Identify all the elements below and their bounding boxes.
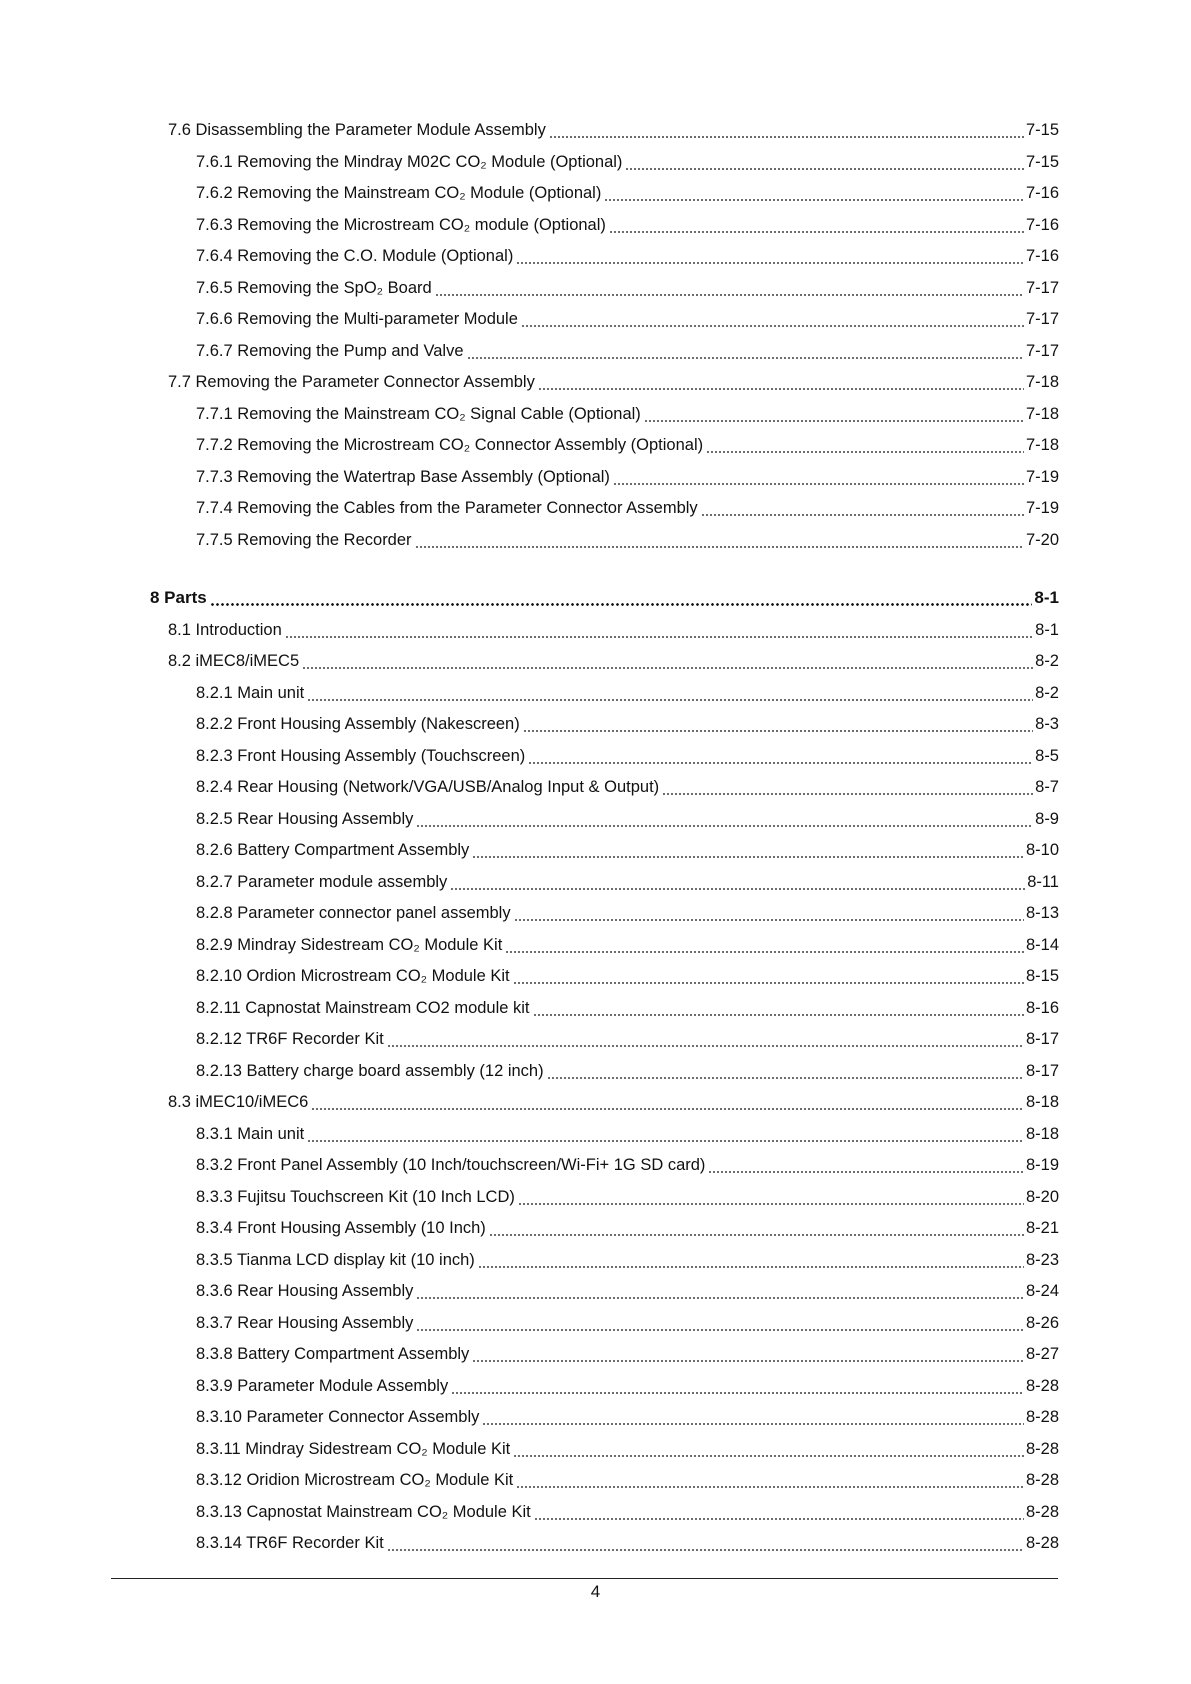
toc-entry-page: 8-1 bbox=[1034, 588, 1059, 607]
dot-leader bbox=[450, 872, 1025, 892]
toc-entry-page: 8-3 bbox=[1035, 715, 1059, 733]
toc-entry-page: 7-18 bbox=[1025, 373, 1059, 391]
toc-chapter-entry[interactable] bbox=[150, 580, 1059, 608]
toc-entry-title: 8 Parts bbox=[150, 588, 207, 607]
dot-leader bbox=[505, 935, 1024, 955]
toc-entry[interactable] bbox=[168, 643, 1059, 671]
toc-entry-page: 8-2 bbox=[1035, 652, 1059, 670]
toc-entry-page: 8-17 bbox=[1025, 1061, 1059, 1080]
toc-entry[interactable] bbox=[196, 1053, 1059, 1081]
toc-entry[interactable] bbox=[196, 1525, 1059, 1553]
toc-entry[interactable] bbox=[196, 459, 1059, 487]
toc-entry[interactable] bbox=[196, 675, 1059, 703]
toc-entry-page: 8-18 bbox=[1025, 1093, 1059, 1111]
dot-leader bbox=[701, 498, 1024, 518]
toc-entry[interactable] bbox=[196, 895, 1059, 923]
dot-leader bbox=[609, 215, 1024, 235]
toc-entry[interactable] bbox=[168, 364, 1059, 392]
toc-entry-title: 7.6.1 Removing the Mindray M02C CO₂ Module (Optional) bbox=[196, 152, 623, 171]
toc-entry[interactable] bbox=[196, 207, 1059, 235]
dot-leader bbox=[451, 1376, 1024, 1396]
dot-leader bbox=[435, 278, 1024, 298]
toc-entry-title: 8.3.2 Front Panel Assembly (10 Inch/touchscreen/Wi-Fi+ 1G SD card) bbox=[196, 1156, 706, 1174]
toc-entry-title: 8.2.2 Front Housing Assembly (Nakescreen) bbox=[196, 715, 520, 733]
dot-leader bbox=[472, 1344, 1024, 1364]
dot-leader bbox=[533, 998, 1024, 1018]
toc-entry[interactable] bbox=[196, 958, 1059, 986]
toc-entry[interactable] bbox=[196, 801, 1059, 829]
toc-entry-title: 8.2.6 Battery Compartment Assembly bbox=[196, 841, 470, 859]
toc-entry-page: 7-17 bbox=[1025, 310, 1059, 328]
dot-leader bbox=[538, 372, 1024, 392]
toc-entry-page: 8-1 bbox=[1035, 620, 1059, 639]
dot-leader bbox=[662, 777, 1033, 797]
toc-entry-page: 8-13 bbox=[1025, 904, 1059, 922]
toc-entry-page: 7-18 bbox=[1025, 436, 1059, 454]
toc-entry-title: 8.3.8 Battery Compartment Assembly bbox=[196, 1345, 470, 1363]
toc-entry-title: 8.2 iMEC8/iMEC5 bbox=[168, 652, 300, 670]
dot-leader bbox=[523, 714, 1033, 734]
dot-leader bbox=[472, 840, 1024, 860]
toc-entry-title: 7.6.3 Removing the Microstream CO₂ module (Optional) bbox=[196, 215, 606, 234]
toc-entry-title: 8.3.11 Mindray Sidestream CO₂ Module Kit bbox=[196, 1439, 511, 1458]
toc-entry-title: 8.2.10 Ordion Microstream CO₂ Module Kit bbox=[196, 967, 510, 985]
dot-leader bbox=[210, 588, 1033, 608]
toc-entry[interactable] bbox=[196, 1021, 1059, 1049]
toc-entry-page: 7-15 bbox=[1025, 121, 1059, 139]
toc-entry-title: 8.2.9 Mindray Sidestream CO₂ Module Kit bbox=[196, 935, 503, 954]
toc-entry-page: 7-19 bbox=[1025, 499, 1059, 517]
toc-entry-title: 7.6 Disassembling the Parameter Module Assembly bbox=[168, 121, 546, 139]
dot-leader bbox=[708, 1155, 1024, 1175]
toc-entry-title: 8.3.1 Main unit bbox=[196, 1124, 305, 1143]
toc-entry-page: 8-11 bbox=[1027, 872, 1059, 891]
toc-entry-title: 8.2.5 Rear Housing Assembly bbox=[196, 809, 414, 828]
dot-leader bbox=[706, 435, 1024, 455]
toc-entry-page: 7-17 bbox=[1025, 341, 1059, 360]
toc-entry-page: 7-16 bbox=[1025, 247, 1059, 265]
toc-entry-title: 7.6.5 Removing the SpO₂ Board bbox=[196, 278, 432, 297]
toc-entry[interactable] bbox=[196, 1179, 1059, 1207]
dot-leader bbox=[528, 746, 1033, 766]
toc-entry-page: 7-19 bbox=[1025, 467, 1059, 486]
dot-leader bbox=[625, 152, 1024, 172]
toc-entry-page: 8-28 bbox=[1025, 1534, 1059, 1552]
toc-entry[interactable] bbox=[196, 1494, 1059, 1522]
toc-entry-page: 8-10 bbox=[1025, 841, 1059, 859]
toc-entry-page: 8-17 bbox=[1025, 1030, 1059, 1048]
toc-entry-page: 8-21 bbox=[1025, 1219, 1059, 1237]
toc-entry[interactable] bbox=[196, 990, 1059, 1018]
toc-entry-title: 8.3.5 Tianma LCD display kit (10 inch) bbox=[196, 1250, 475, 1269]
toc-entry-title: 8.3.6 Rear Housing Assembly bbox=[196, 1282, 414, 1300]
dot-leader bbox=[416, 1281, 1024, 1301]
dot-leader bbox=[416, 1313, 1024, 1333]
toc-entry-page: 7-17 bbox=[1025, 278, 1059, 297]
dot-leader bbox=[547, 1061, 1024, 1081]
dot-leader bbox=[613, 467, 1024, 487]
dot-leader bbox=[521, 309, 1024, 329]
dot-leader bbox=[467, 341, 1024, 361]
toc-entry-title: 8.1 Introduction bbox=[168, 620, 282, 639]
dot-leader bbox=[415, 530, 1024, 550]
toc-entry-page: 7-16 bbox=[1025, 215, 1059, 234]
toc-entry-title: 8.2.8 Parameter connector panel assembly bbox=[196, 904, 511, 922]
toc-entry-title: 7.6.4 Removing the C.O. Module (Optional) bbox=[196, 247, 514, 265]
toc-entry-title: 7.7.2 Removing the Microstream CO₂ Connector Assembly (Optional) bbox=[196, 436, 704, 454]
toc-entry-title: 8.2.7 Parameter module assembly bbox=[196, 872, 448, 891]
toc-entry[interactable] bbox=[196, 1242, 1059, 1270]
toc-entry[interactable] bbox=[196, 238, 1059, 266]
dot-leader bbox=[482, 1407, 1024, 1427]
toc-entry-page: 8-16 bbox=[1025, 998, 1059, 1017]
toc-entry-page: 7-15 bbox=[1025, 152, 1059, 171]
toc-entry-title: 8.2.12 TR6F Recorder Kit bbox=[196, 1030, 384, 1048]
toc-entry-title: 7.7.1 Removing the Mainstream CO₂ Signal Cable (Optional) bbox=[196, 404, 641, 423]
toc-entry-page: 8-19 bbox=[1025, 1156, 1059, 1174]
toc-entry-title: 8.2.1 Main unit bbox=[196, 683, 305, 702]
dot-leader bbox=[302, 651, 1033, 671]
toc-entry[interactable] bbox=[196, 1399, 1059, 1427]
toc-entry[interactable] bbox=[196, 1147, 1059, 1175]
toc-entry-page: 8-15 bbox=[1025, 967, 1059, 985]
toc-entry-title: 8.2.13 Battery charge board assembly (12 inch) bbox=[196, 1061, 544, 1080]
page-number: 4 bbox=[590, 1582, 601, 1601]
toc-entry-page: 8-5 bbox=[1035, 746, 1059, 765]
toc-entry[interactable] bbox=[196, 706, 1059, 734]
toc-entry-title: 8.3.13 Capnostat Mainstream CO₂ Module Kit bbox=[196, 1502, 531, 1521]
toc-entry[interactable] bbox=[168, 112, 1059, 140]
toc-entry[interactable] bbox=[196, 1116, 1059, 1144]
toc-entry-page: 8-20 bbox=[1025, 1187, 1059, 1206]
toc-entry[interactable] bbox=[196, 522, 1059, 550]
dot-leader bbox=[307, 1124, 1024, 1144]
toc-entry-title: 8.3.12 Oridion Microstream CO₂ Module Kit bbox=[196, 1471, 514, 1489]
dot-leader bbox=[311, 1092, 1024, 1112]
toc-entry-page: 8-2 bbox=[1035, 683, 1059, 702]
toc-entry-page: 8-27 bbox=[1025, 1345, 1059, 1363]
dot-leader bbox=[518, 1187, 1024, 1207]
toc-entry-page: 7-20 bbox=[1025, 530, 1059, 549]
toc-entry-title: 8.3.3 Fujitsu Touchscreen Kit (10 Inch LCD) bbox=[196, 1187, 515, 1206]
toc-entry-page: 8-9 bbox=[1035, 809, 1059, 828]
dot-leader bbox=[516, 246, 1024, 266]
toc-entry-page: 8-28 bbox=[1025, 1376, 1059, 1395]
toc-entry[interactable] bbox=[196, 301, 1059, 329]
dot-leader bbox=[387, 1029, 1024, 1049]
toc-entry[interactable] bbox=[196, 738, 1059, 766]
toc-entry[interactable] bbox=[196, 1368, 1059, 1396]
toc-entry-title: 8.2.4 Rear Housing (Network/VGA/USB/Analog Input & Output) bbox=[196, 778, 660, 796]
dot-leader bbox=[285, 620, 1033, 640]
dot-leader bbox=[478, 1250, 1024, 1270]
toc-entry[interactable] bbox=[196, 1273, 1059, 1301]
toc-entry-title: 8.3.7 Rear Housing Assembly bbox=[196, 1313, 414, 1332]
toc-entry-page: 8-28 bbox=[1025, 1408, 1059, 1426]
toc-entry[interactable] bbox=[196, 333, 1059, 361]
toc-entry-title: 8.2.11 Capnostat Mainstream CO2 module kit bbox=[196, 998, 530, 1017]
toc-entry-title: 8.3.14 TR6F Recorder Kit bbox=[196, 1534, 384, 1552]
dot-leader bbox=[307, 683, 1033, 703]
dot-leader bbox=[387, 1533, 1024, 1553]
dot-leader bbox=[604, 183, 1024, 203]
dot-leader bbox=[513, 966, 1024, 986]
toc-entry[interactable] bbox=[196, 1305, 1059, 1333]
toc-entry-page: 8-28 bbox=[1025, 1439, 1059, 1458]
toc-entry-title: 7.6.7 Removing the Pump and Valve bbox=[196, 341, 464, 360]
toc-entry-page: 8-28 bbox=[1025, 1471, 1059, 1489]
toc-entry-page: 7-18 bbox=[1025, 404, 1059, 423]
dot-leader bbox=[489, 1218, 1024, 1238]
toc-entry-title: 7.7 Removing the Parameter Connector Assembly bbox=[168, 373, 535, 391]
toc-entry[interactable] bbox=[196, 864, 1059, 892]
toc-entry[interactable] bbox=[168, 612, 1059, 640]
toc-entry-page: 8-26 bbox=[1025, 1313, 1059, 1332]
toc-entry[interactable] bbox=[196, 270, 1059, 298]
dot-leader bbox=[416, 809, 1033, 829]
dot-leader bbox=[644, 404, 1024, 424]
toc-entry-page: 8-23 bbox=[1025, 1250, 1059, 1269]
toc-entry-page: 8-14 bbox=[1025, 935, 1059, 954]
toc-entry[interactable] bbox=[196, 832, 1059, 860]
toc-entry-page: 8-28 bbox=[1025, 1502, 1059, 1521]
toc-entry-title: 7.7.5 Removing the Recorder bbox=[196, 530, 412, 549]
toc-entry-title: 7.7.3 Removing the Watertrap Base Assembly (Optional) bbox=[196, 467, 610, 486]
toc-entry[interactable] bbox=[196, 490, 1059, 518]
toc-entry-title: 7.6.6 Removing the Multi-parameter Module bbox=[196, 310, 518, 328]
toc-entry-title: 8.3.10 Parameter Connector Assembly bbox=[196, 1408, 480, 1426]
toc-entry-page: 8-18 bbox=[1025, 1124, 1059, 1143]
toc-entry-title: 8.3.4 Front Housing Assembly (10 Inch) bbox=[196, 1219, 486, 1237]
toc-entry[interactable] bbox=[196, 1431, 1059, 1459]
toc-entry-title: 7.6.2 Removing the Mainstream CO₂ Module (Optional) bbox=[196, 184, 602, 202]
toc-entry-title: 8.3 iMEC10/iMEC6 bbox=[168, 1093, 309, 1111]
dot-leader bbox=[514, 903, 1024, 923]
toc-entry-page: 7-16 bbox=[1025, 184, 1059, 202]
toc-entry-title: 8.2.3 Front Housing Assembly (Touchscreen) bbox=[196, 746, 526, 765]
dot-leader bbox=[513, 1439, 1024, 1459]
toc-entry-page: 8-7 bbox=[1035, 778, 1059, 796]
dot-leader bbox=[516, 1470, 1024, 1490]
toc-entry[interactable] bbox=[168, 1084, 1059, 1112]
toc-entry[interactable] bbox=[196, 1336, 1059, 1364]
toc-entry-page: 8-24 bbox=[1025, 1282, 1059, 1300]
toc-entry-title: 8.3.9 Parameter Module Assembly bbox=[196, 1376, 449, 1395]
toc-entry[interactable] bbox=[196, 1462, 1059, 1490]
dot-leader bbox=[534, 1502, 1024, 1522]
dot-leader bbox=[549, 120, 1024, 140]
footer-divider bbox=[111, 1578, 1058, 1579]
toc-entry-title: 7.7.4 Removing the Cables from the Parameter Connector Assembly bbox=[196, 499, 698, 517]
toc-entry[interactable] bbox=[196, 927, 1059, 955]
toc-entry[interactable] bbox=[196, 1210, 1059, 1238]
toc-entry[interactable] bbox=[196, 396, 1059, 424]
toc-entry[interactable] bbox=[196, 144, 1059, 172]
toc-entry[interactable] bbox=[196, 175, 1059, 203]
toc-entry[interactable] bbox=[196, 769, 1059, 797]
toc-entry[interactable] bbox=[196, 427, 1059, 455]
